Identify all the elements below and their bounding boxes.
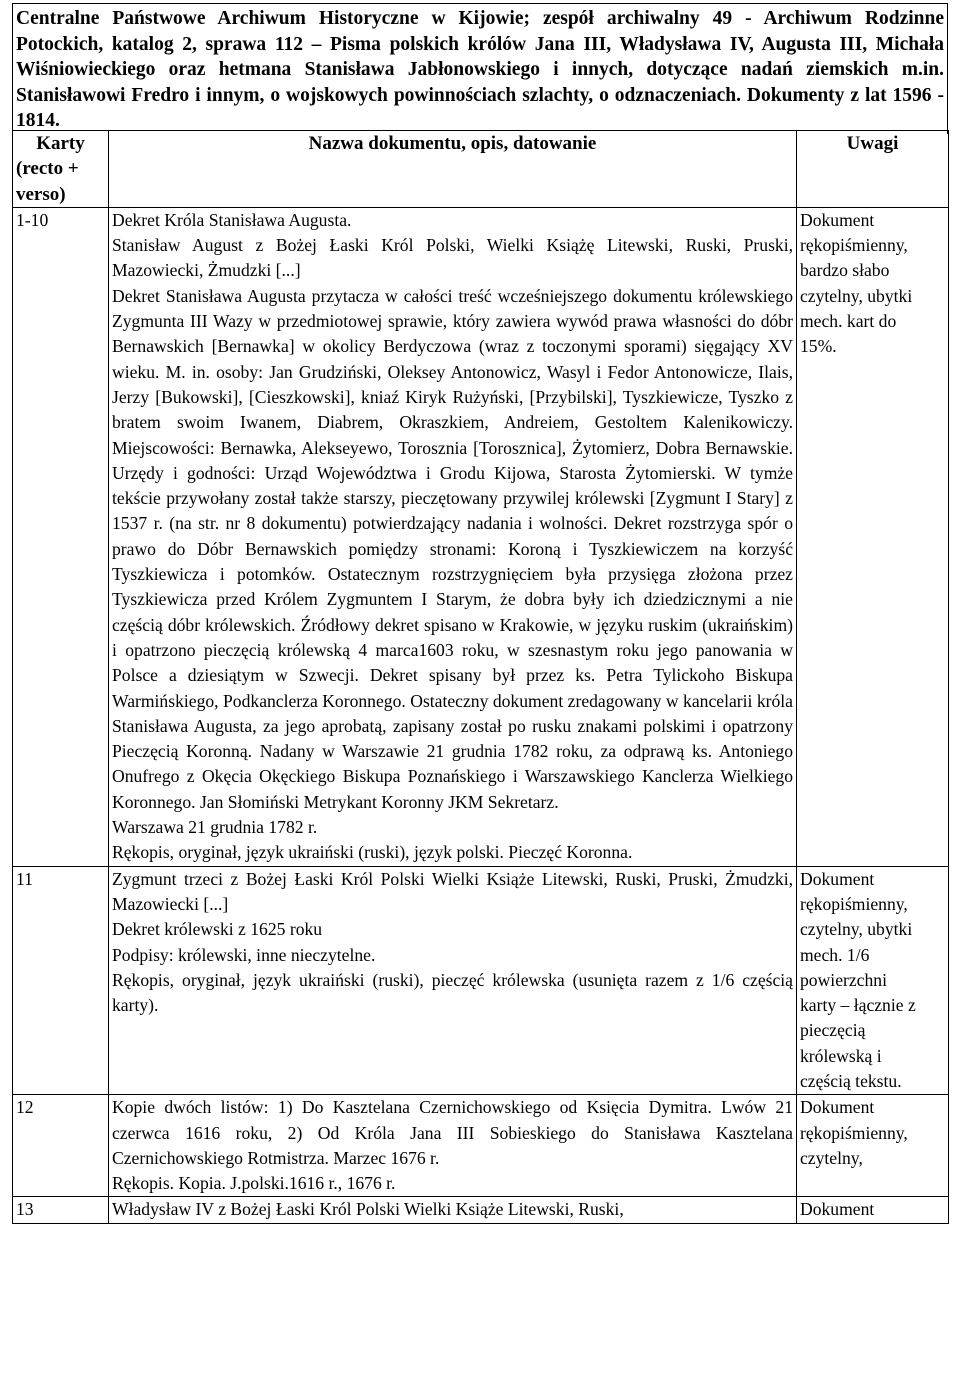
description-paragraph: Podpisy: królewski, inne nieczytelne. xyxy=(112,944,376,965)
karty-cell: 11 xyxy=(13,866,109,1095)
header-karty-line: verso) xyxy=(16,183,66,205)
description-cell xyxy=(109,1095,797,1197)
header-remarks: Uwagi xyxy=(797,131,949,208)
karty-cell: 1-10 xyxy=(13,207,109,866)
description-paragraph: Stanisław August z Bożej Łaski Król Polski, Wielki Książę Litewski, Ruski, Pruski, Mazowiecki, Żmudzki [...] xyxy=(112,235,793,281)
remarks-cell: Dokument rękopiśmienny, czytelny, ubytki mech. 1/6 powierzchni karty – łącznie z pieczęcią królewską i częścią tekstu. xyxy=(797,866,949,1095)
description-paragraph: Warszawa 21 grudnia 1782 r. xyxy=(112,817,318,838)
description-paragraph: Rękopis. Kopia. J.polski.1616 r., 1676 r. xyxy=(112,1173,396,1194)
description-paragraph: Rękopis, oryginał, język ukraiński (ruski), język polski. Pieczęć Koronna. xyxy=(112,842,633,863)
remarks-cell: Dokument rękopiśmienny, czytelny, xyxy=(797,1095,949,1197)
inventory-table xyxy=(12,130,949,1224)
description-cell xyxy=(109,207,797,866)
description-paragraph: Rękopis, oryginał, język ukraiński (ruski), pieczęć królewska (usunięta razem z 1/6 częścią karty). xyxy=(112,969,793,1016)
header-description: Nazwa dokumentu, opis, datowanie xyxy=(109,131,797,208)
karty-cell: 13 xyxy=(13,1197,109,1223)
description-paragraph: Kopie dwóch listów: 1) Do Kasztelana Czernichowskiego od Księcia Dymitra. Lwów 21 czerwca 1616 roku, 2) Od Króla Jana III Sobieskiego do Stanisława Kasztelana Czernichowskiego Rotmistrza. Marzec 1676 r. xyxy=(112,1097,793,1168)
description-paragraph: Zygmunt trzeci z Bożej Łaski Król Polski Wielki Książe Litewski, Ruski, Pruski, Żmudzki, Mazowiecki [...] xyxy=(112,868,793,914)
description-paragraph: Dekret Stanisława Augusta przytacza w całości treść wcześniejszego dokumentu królewskiego Zygmunta III Wazy w przedmiotowej sprawie, który zawiera wywód prawa własności do dóbr Bernawskich [Bernawka] w okolicy Berdyczowa (wraz z toczonymi sporami) sięgający XV wieku. M. in. osoby: Jan Grudziński, Oleksey Antonowicz, Wasyl i Fedor Antonowicze, Ilais, Jerzy [Bukowski], [Cieszkowski], kniaź Kiryk Rużyński, [Przybilski], Tyszkiewicze, Tyszko z bratem swoim Iwanem, Diabrem, Okraszkiem, Andreiem, Gestoltem Kalenikowiczy. Miejscowości: Bernawka, Alekseyewo, Torosznia [Torosznica], Żytomierz, Dobra Bernawskie. Urzędy i godności: Urząd Województwa i Grodu Kijowa, Starosta Żytomierski. W tymże tekście przywołany został także starszy, pieczętowany przywilej królewski [Zygmunt I Stary] z 1537 r. (na str. nr 8 dokumentu) potwierdzający nadania i wolności. Dekret rozstrzyga spór o prawo do Dóbr Bernawskich pomiędzy stronami: Koroną i Tyszkiewiczem na korzyść Tyszkiewicza i potomków. Ostatecznym rozstrzygnięciem była przysięga złożona przez Tyszkiewicza przed Królem Zygmuntem I Starym, że dobra były ich dziedzicznymi a nie częścią dóbr królewskich. Źródłowy dekret spisano w Krakowie, w języku ruskim (ukraińskim) i opatrzono pieczęcią królewską 4 marca1603 roku, w szesnastym roku jego panowania w Polsce a dziesiątym w Szwecji. Dekret spisany był przez ks. Petra Tylickoho Biskupa Warmińskiego, Podkanclerza Koronnego. Ostateczny dokument zredagowany w kancelarii króla Stanisława Augusta, za jego aprobatą, zapisany został po rusku znakami polskimi i opatrzony Pieczęcią Koronną. Nadany w Warszawie 21 grudnia 1782 roku, za odprawą ks. Antoniego Onufrego z Okęcia Okęckiego Biskupa Poznańskiego i Warszawskiego Kanclerza Wielkiego Koronnego. Jan Słomiński Metrykant Koronny JKM Sekretarz. xyxy=(112,285,793,812)
header-karty xyxy=(13,131,109,208)
description-cell xyxy=(109,866,797,1095)
karty-cell: 12 xyxy=(13,1095,109,1197)
document-heading: Centralne Państwowe Archiwum Historyczne w Kijowie; zespół archiwalny 49 - Archiwum Rodzinne Potockich, katalog 2, sprawa 112 – Pisma polskich królów Jana III, Władysława IV, Augusta III, Michała Wiśniowieckiego oraz hetmana Stanisława Jabłonowskiego i innych, dotyczące nadań ziemskich m.in. Stanisławowi Fredro i innym, o wojskowych powinnościach szlachty, o odznaczeniach. Dokumenty z lat 1596 - 1814. xyxy=(12,3,948,134)
table-row xyxy=(13,207,949,866)
remarks-cell: Dokument xyxy=(797,1197,949,1223)
description-paragraph: Władysław IV z Bożej Łaski Król Polski Wielki Książe Litewski, Ruski, xyxy=(112,1199,624,1220)
header-karty-line: (recto + xyxy=(16,158,79,180)
table-row xyxy=(13,866,949,1095)
table-row xyxy=(13,1095,949,1197)
remarks-cell: Dokument rękopiśmienny, bardzo słabo czytelny, ubytki mech. kart do 15%. xyxy=(797,207,949,866)
description-paragraph: Dekret królewski z 1625 roku xyxy=(112,919,323,940)
description-cell xyxy=(109,1197,797,1223)
header-karty-line: Karty xyxy=(36,133,85,154)
table-header-row xyxy=(13,131,949,208)
description-paragraph: Dekret Króla Stanisława Augusta. xyxy=(112,209,352,230)
table-row xyxy=(13,1197,949,1223)
